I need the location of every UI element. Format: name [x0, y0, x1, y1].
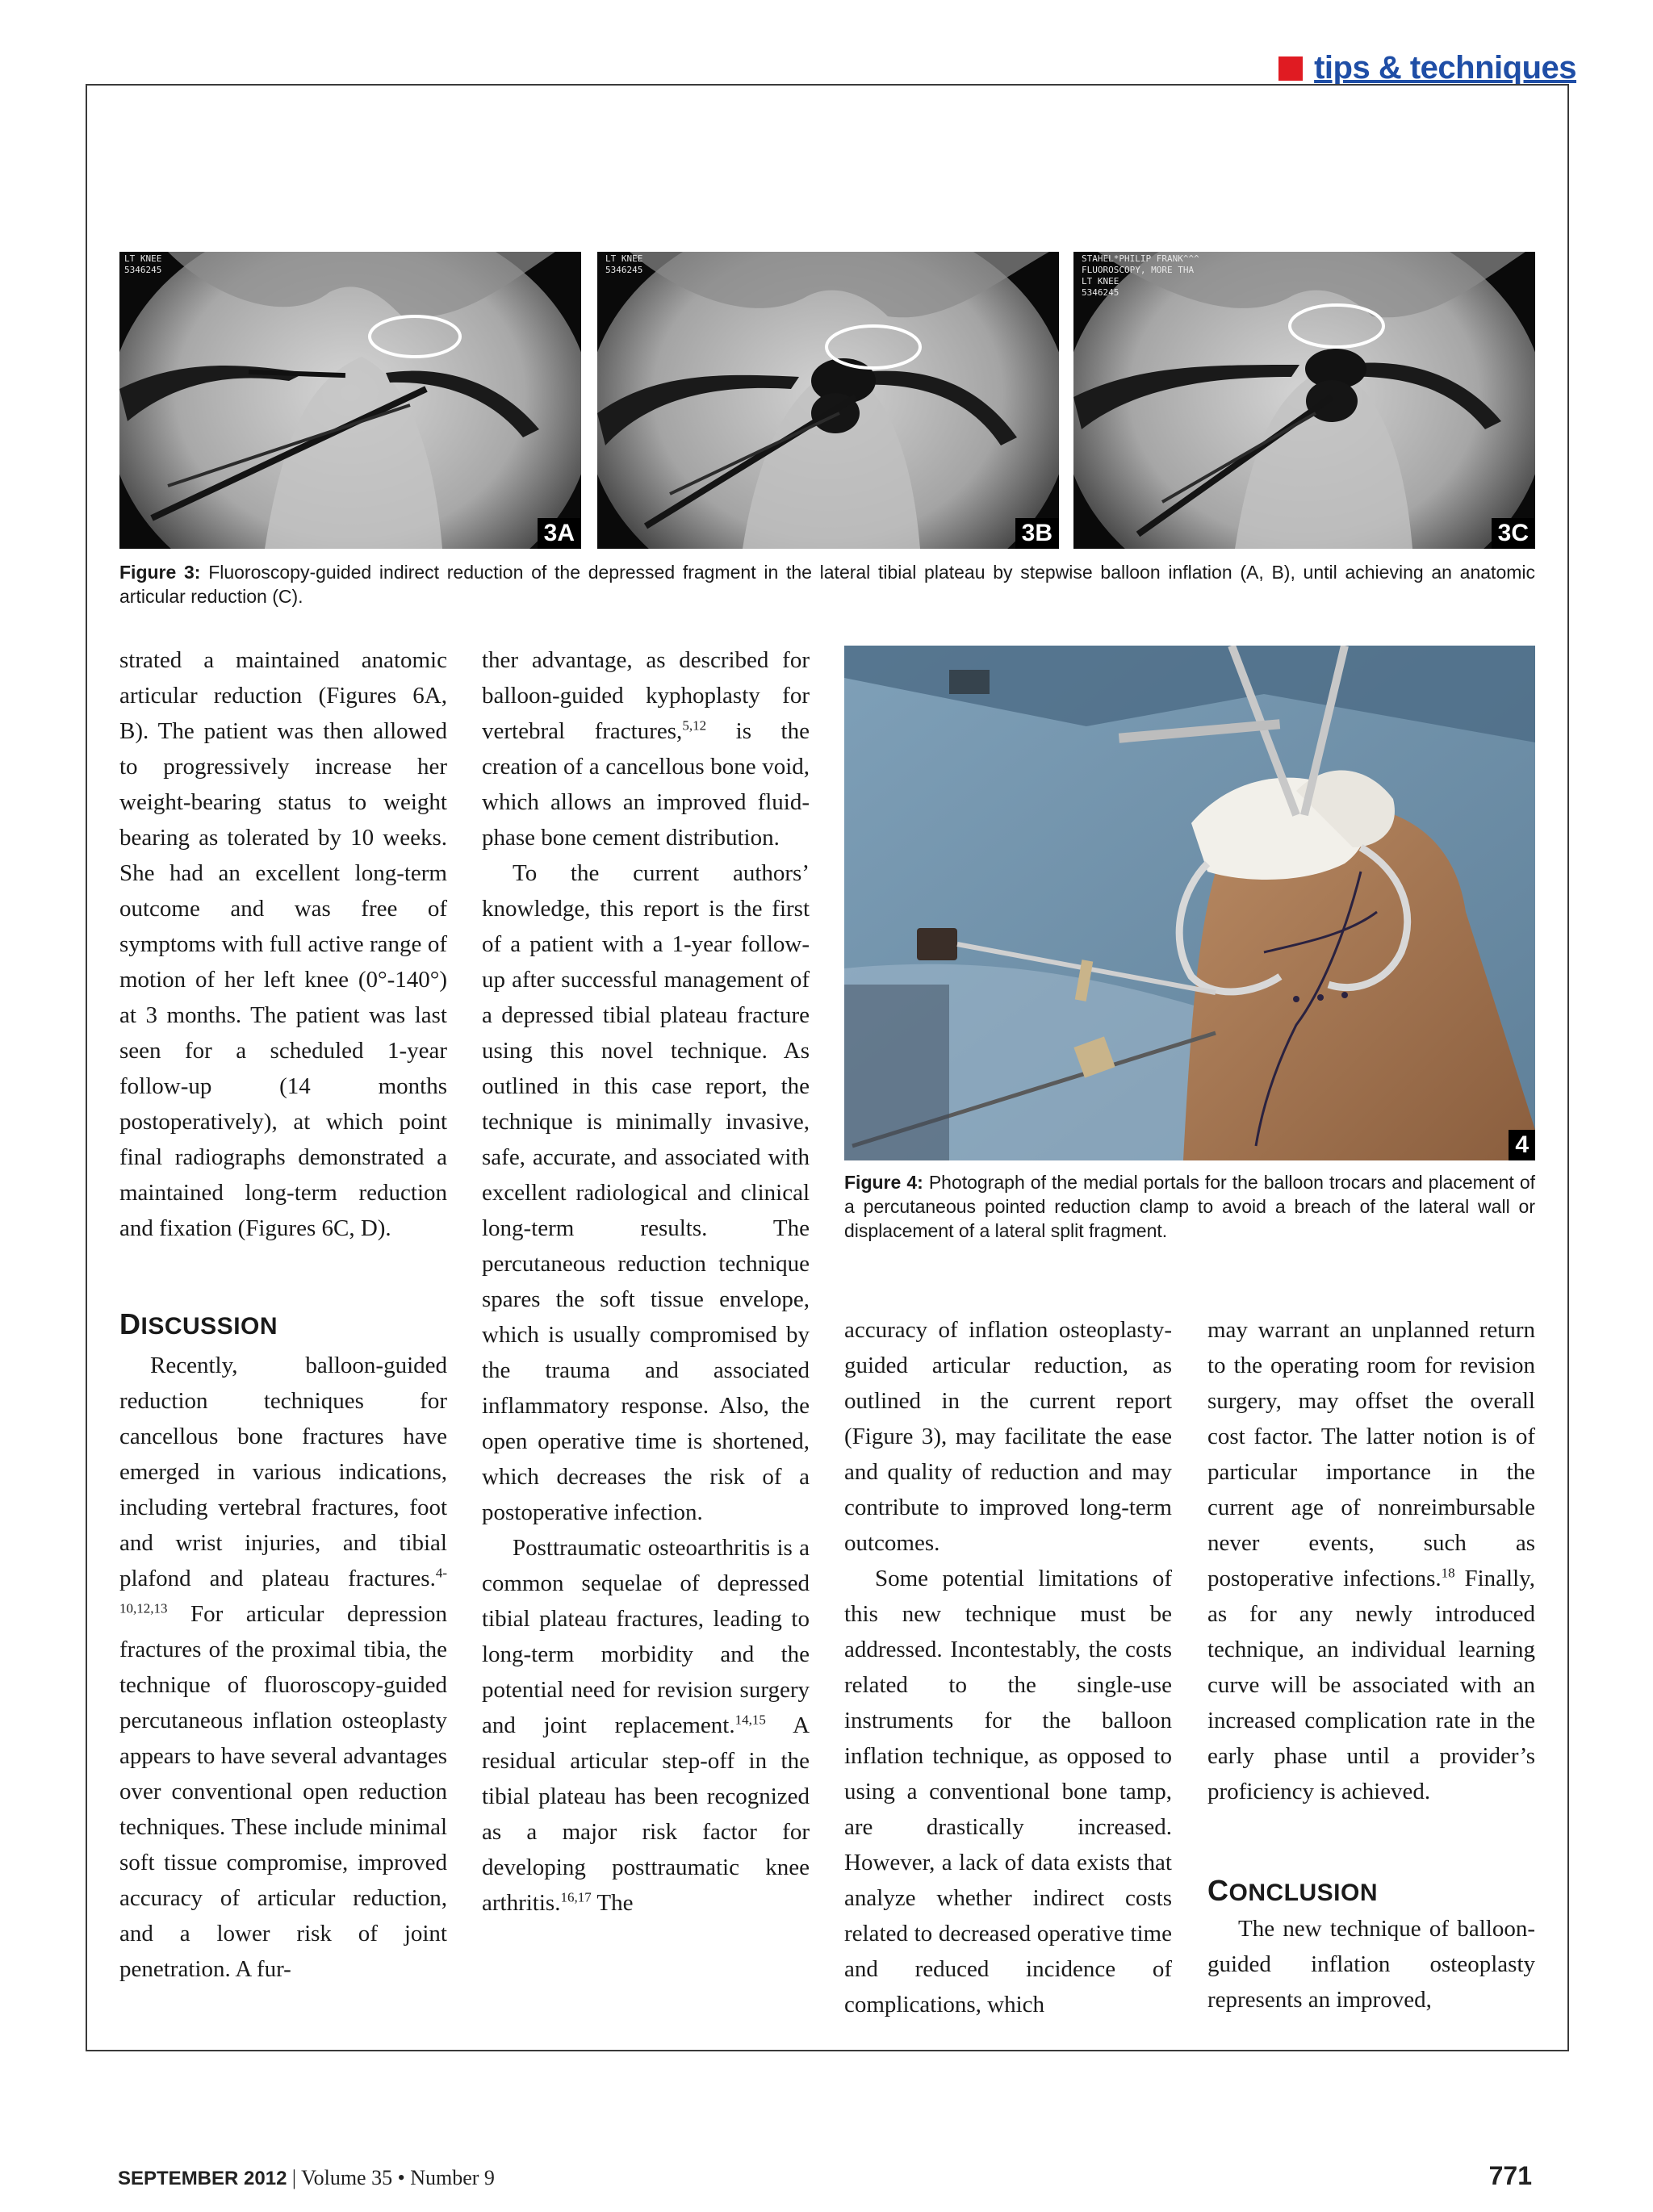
panel-3c-overlay: STAHEL*PHILIP FRANK^^^ FLUOROSCOPY, MORE THA LT KNEE 5346245 — [1082, 253, 1199, 298]
figure-4-caption — [844, 1170, 1535, 1243]
col1-paragraph-2: Recently, balloon-guided reduction techniques for cancellous bone fractures have emerged in various indications, including vertebral fractures, foot and wrist injuries, and tibial plafond and plateau fractures.$^{4-10,12,13}$ For articular depression fractures of the proximal tibia, the technique of fluoroscopy-guided percutaneous inflation osteoplasty appears to have several advantages over conventional open reduction techniques. These include minimal soft tissue compromise, improved accuracy of articular reduction, and a lower risk of joint penetration. A fur- — [119, 1353, 447, 1982]
figure-3-caption-text: Fluoroscopy-guided indirect reduction of the depressed fragment in the lateral tibial plateau by stepwise balloon inflation (A, B), until achieving an anatomic articular reduction (C). — [119, 562, 1535, 607]
footer-date: SEPTEMBER 2012 — [118, 2168, 287, 2189]
conclusion-heading: CONCLUSION — [1207, 1874, 1378, 1907]
figure-3-caption — [119, 560, 1535, 608]
col4-paragraph-1: may warrant an unplanned return to the operating room for revision surgery, may offset the overall cost factor. The latter notion is of particular importance in the current age of nonreimbursable never events, such as postoperative infections.$^{18}$ Finally, as for any newly introduced technique, an individual learning curve will be associated with an increased complication rate in the early phase until a provider’s proficiency is achieved. — [1207, 1317, 1535, 1804]
figure-4-caption-label: Figure 4: — [844, 1172, 923, 1193]
column-4 — [1207, 1312, 1535, 1809]
section-title[interactable]: tips & techniques — [1314, 50, 1576, 86]
col3-paragraph-2: Some potential limitations of this new technique must be addressed. Incontestably, the costs related to the single-use instruments for the balloon inflation technique, as opposed to using a conventional bone tamp, are drastically increased. However, a lack of data exists that analyze whether indirect costs related to decreased operative time and reduced incidence of complications, which — [844, 1566, 1172, 2018]
col2-paragraph-2: To the current authors’ knowledge, this report is the first of a patient with a 1-year follow-up after successful management of a depressed tibial plateau fracture using this novel technique. As outlined in this case report, the technique is minimally invasive, safe, accurate, and associated with excellent radiological and clinical long-term results. The percutaneous reduction technique spares the soft tissue envelope, which is usually compromised by the trauma and associated inflammatory response. Also, the open operative time is shortened, which decreases the risk of a postoperative infection. — [482, 860, 810, 1525]
footer: SEPTEMBER 2012 | Volume 35 • Number 9 — [118, 2166, 495, 2189]
panel-label-3c: 3C — [1492, 518, 1535, 549]
col1-paragraph-1: strated a maintained anatomic articular reduction (Figures 6A, B). The patient was then allowed to progressively increase her weight-bearing status to weight bearing as tolerated by 10 weeks. She had an excellent long-term outcome and was free of symptoms with full active range of motion of her left knee (0°-140°) at 3 months. The patient was last seen for a scheduled 1-year follow-up (14 months postoperatively), at which point final radiographs demonstrated a maintained long-term reduction and fixation (Figures 6C, D). — [119, 647, 447, 1241]
column-2 — [482, 642, 810, 1921]
footer-bullet: • — [397, 2166, 405, 2189]
figure-3-caption-label: Figure 3: — [119, 562, 201, 583]
footer-volume: Volume 35 — [301, 2166, 393, 2189]
col2-paragraph-3: Posttraumatic osteoarthritis is a common sequelae of depressed tibial plateau fractures, leading to long-term morbidity and the potential need for revision surgery and joint replacement.$^{14,15}$ A residual articular step-off in the tibial plateau has been recognized as a major risk factor for developing posttraumatic knee arthritis.$^{16,17}$ The — [482, 1535, 810, 1916]
figure-4-image — [844, 646, 1535, 1160]
section-header — [1278, 50, 1576, 86]
col2-paragraph-1: ther advantage, as described for balloon-guided kyphoplasty for vertebral fractures,$^{5,12}$ is the creation of a cancellous bone void, which allows an improved fluid-phase bone cement distribution. — [482, 647, 810, 851]
discussion-heading: DISCUSSION — [119, 1307, 278, 1340]
page-number: 771 — [1488, 2161, 1532, 2190]
panel-label-4: 4 — [1509, 1130, 1535, 1160]
figure-3c-image — [1073, 252, 1535, 549]
column-3 — [844, 1312, 1172, 2022]
col3-paragraph-1: accuracy of inflation osteoplasty-guided articular reduction, as outlined in the current report (Figure 3), may facilitate the ease and quality of reduction and may contribute to improved long-term outcomes. — [844, 1317, 1172, 1556]
panel-3b-overlay: LT KNEE 5346245 — [605, 253, 643, 275]
column-4-conclusion — [1207, 1911, 1535, 2018]
panel-label-3a: 3A — [538, 518, 581, 549]
col4-paragraph-2: The new technique of balloon-guided inflation osteoplasty represents an improved, — [1207, 1916, 1535, 2013]
footer-number: Number 9 — [410, 2166, 495, 2189]
panel-3a-overlay: LT KNEE 5346245 — [124, 253, 162, 275]
column-1 — [119, 642, 447, 1246]
figure-3a-image — [119, 252, 581, 549]
column-1-discussion — [119, 1348, 447, 1987]
figure-4-caption-text: Photograph of the medial portals for the balloon trocars and placement of a percutaneous pointed reduction clamp to avoid a breach of the lateral wall or displacement of a lateral split fragment. — [844, 1172, 1536, 1241]
panel-label-3b: 3B — [1015, 518, 1059, 549]
section-marker-square — [1278, 56, 1303, 81]
figure-3b-image — [597, 252, 1059, 549]
